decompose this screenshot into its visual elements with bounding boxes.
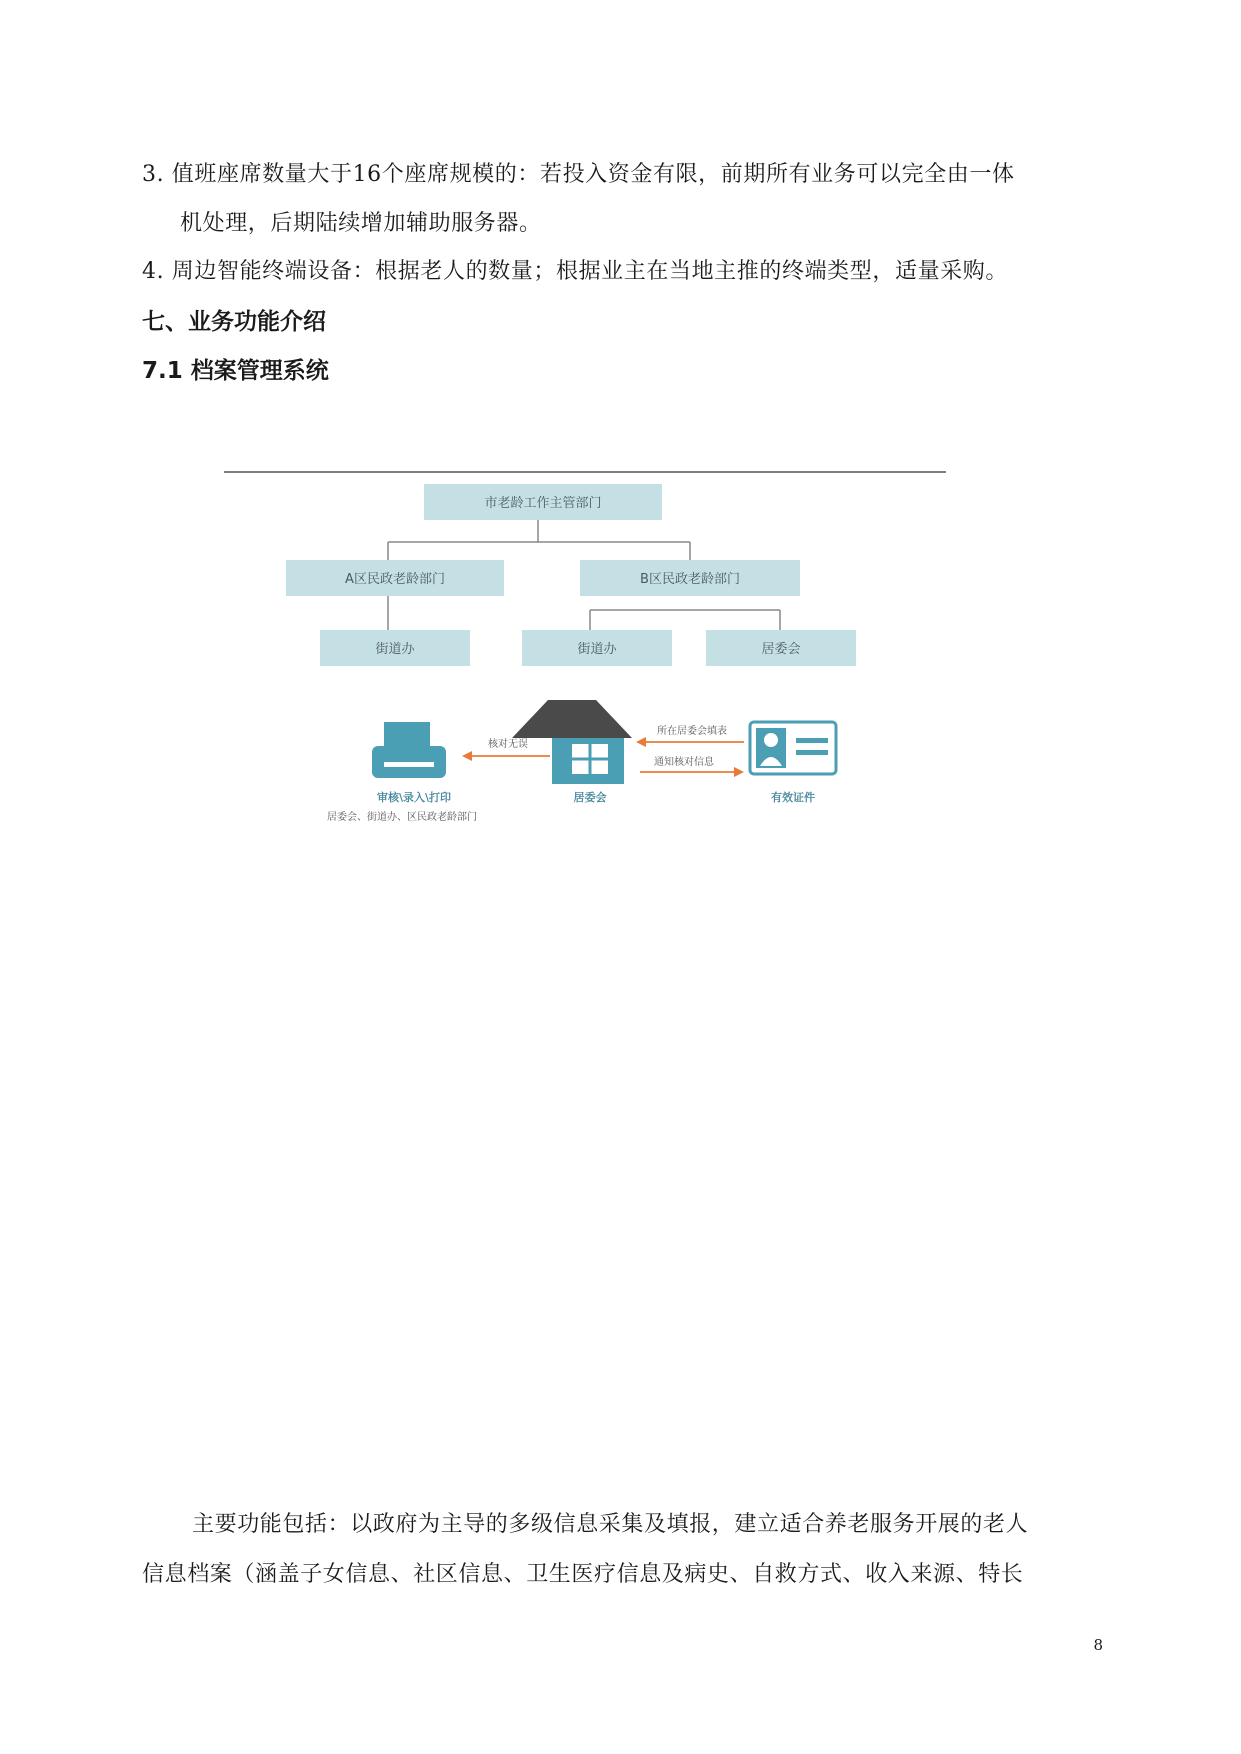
section-heading: 七、业务功能介绍 bbox=[142, 309, 326, 335]
city-department-label: 市老龄工作主管部门 bbox=[484, 496, 602, 511]
item-3-line-2: 机处理，后期陆续增加辅助服务器。 bbox=[180, 211, 542, 236]
summary-line-1: 主要功能包括：以政府为主导的多级信息采集及填报，建立适合养老服务开展的老人 bbox=[192, 1512, 1029, 1537]
item-4: 4. 周边智能终端设备：根据老人的数量；根据业主在当地主推的终端类型，适量采购。 bbox=[142, 259, 1008, 284]
id-card-icon bbox=[750, 722, 836, 774]
page-number: 8 bbox=[1093, 1636, 1103, 1654]
residents-committee-label: 居委会 bbox=[761, 642, 801, 657]
printer-label: 审核\录入\打印 bbox=[376, 791, 452, 804]
arrow-fill-form-label: 所在居委会填表 bbox=[657, 726, 727, 737]
item-3-line-1: 3. 值班座席数量大于16个座席规模的：若投入资金有限，前期所有业务可以完全由一体 bbox=[142, 162, 1015, 187]
street-office-a-label: 街道办 bbox=[375, 642, 415, 657]
street-office-b-label: 街道办 bbox=[577, 642, 617, 657]
arrow-notify-label: 通知核对信息 bbox=[654, 757, 714, 768]
district-a-label: A区民政老龄部门 bbox=[345, 572, 445, 587]
arrow-verify-label: 核对无误 bbox=[488, 739, 528, 750]
summary-line-2: 信息档案（涵盖子女信息、社区信息、卫生医疗信息及病史、自救方式、收入来源、特长 bbox=[142, 1562, 1024, 1587]
id-card-label: 有效证件 bbox=[771, 791, 815, 804]
printer-sublabel: 居委会、街道办、区民政老龄部门 bbox=[327, 812, 477, 823]
house-icon bbox=[512, 700, 632, 784]
subsection-heading: 7.1 档案管理系统 bbox=[142, 358, 329, 384]
district-b-label: B区民政老龄部门 bbox=[640, 572, 740, 587]
house-label: 居委会 bbox=[573, 791, 607, 804]
printer-icon bbox=[372, 722, 446, 778]
